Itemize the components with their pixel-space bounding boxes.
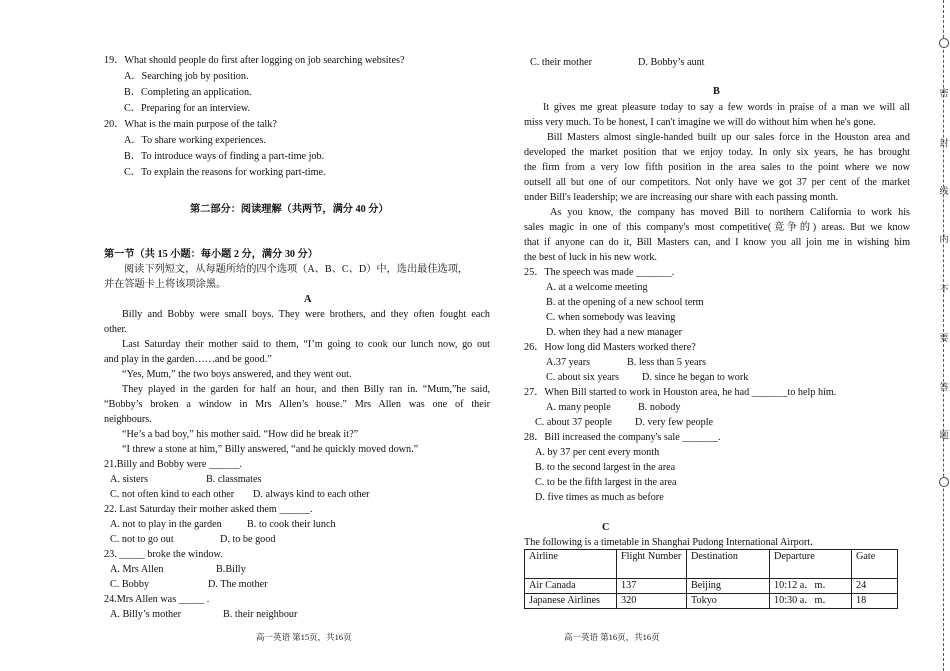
binding-margin bbox=[938, 0, 950, 671]
passage-b-line: the firm from a very low fifth position in the area sales to the point where we now bbox=[524, 162, 910, 173]
instruction-line-2: 并在答题卡上将该项涂黑。 bbox=[104, 279, 227, 290]
table-row bbox=[525, 579, 898, 594]
question-19: 19．What should people do first after logging on job searching websites? bbox=[104, 55, 405, 66]
question-26: 26．How long did Masters worked there? bbox=[524, 342, 696, 353]
option-23a: A. Mrs Allen bbox=[110, 564, 164, 575]
passage-b-line: As you know, the company has moved Bill to northern California to work his bbox=[550, 207, 910, 218]
option-24c: C. their mother bbox=[530, 57, 592, 68]
passage-a-line: “Bobby’s broken a window in Mrs Allen’s house.” Mrs Allen was one of their bbox=[104, 399, 490, 410]
passage-a-line: “I threw a stone at him,” Billy answered, “and he quickly moved down.” bbox=[122, 444, 419, 455]
option-26c: C. about six years bbox=[546, 372, 619, 383]
table-cell: Tokyo bbox=[687, 594, 770, 609]
passage-a-line: “He’s a bad boy,” his mother said. “How did he break it?” bbox=[122, 429, 359, 440]
option-26b: B. less than 5 years bbox=[627, 357, 706, 368]
option-22d: D. to be good bbox=[220, 534, 276, 545]
option-21c: C. not often kind to each other bbox=[110, 489, 235, 500]
passage-b-label: B bbox=[713, 86, 720, 97]
timetable bbox=[524, 549, 898, 609]
option-24b: B. their neighbour bbox=[223, 609, 298, 620]
option-20a: A．To share working experiences. bbox=[124, 135, 266, 146]
binding-char: 封 bbox=[939, 138, 949, 148]
option-28b: B. to the second largest in the area bbox=[535, 462, 676, 473]
question-28: 28．Bill increased the company's sale _______. bbox=[524, 432, 721, 443]
binding-char: 线 bbox=[939, 186, 949, 196]
table-header-cell: Departure bbox=[770, 550, 852, 579]
option-28d: D. five times as much as before bbox=[535, 492, 664, 503]
passage-b-line: outsell all but one of our competitors. Not only have we got 37 per cent of the market bbox=[524, 177, 910, 188]
table-cell: 18 bbox=[852, 594, 898, 609]
table-header-cell: Airline bbox=[525, 550, 617, 579]
passage-b-line: miss very much. To be honest, I can't imagine we will do without him when he's gone. bbox=[524, 117, 876, 128]
passage-a-line: other. bbox=[104, 324, 127, 335]
passage-a-line: They played in the garden for half an hour, and then Billy ran in. “Mum,”he said, bbox=[122, 384, 490, 395]
option-20b: B．To introduce ways of finding a part-time job. bbox=[124, 151, 325, 162]
table-cell: Beijing bbox=[687, 579, 770, 594]
passage-b-line: developed the market position that we enjoy today. In only six years, he has brought bbox=[524, 147, 910, 158]
passage-a-line: Last Saturday their mother said to them, “I’m going to cook our lunch now, go out bbox=[122, 339, 490, 350]
option-25c: C. when somebody was leaving bbox=[546, 312, 676, 323]
table-cell: 320 bbox=[617, 594, 687, 609]
option-19a: A．Searching job by position. bbox=[124, 71, 249, 82]
option-26d: D. since he began to work bbox=[642, 372, 749, 383]
option-28c: C. to be the fifth largest in the area bbox=[535, 477, 677, 488]
instruction-line-1: 阅读下列短文，从每题所给的四个选项（A、B、C、D）中，选出最佳选项， bbox=[124, 264, 469, 275]
passage-c-label: C bbox=[602, 522, 610, 533]
question-21: 21.Billy and Bobby were ______. bbox=[104, 459, 243, 470]
passage-a-line: Billy and Bobby were small boys. They were brothers, and they often fought each bbox=[122, 309, 490, 320]
table-cell: 10:30 a．m． bbox=[770, 594, 852, 609]
option-26a: A.37 years bbox=[546, 357, 591, 368]
table-header-cell: Destination bbox=[687, 550, 770, 579]
question-25: 25．The speech was made _______. bbox=[524, 267, 675, 278]
option-19c: C．Preparing for an interview. bbox=[124, 103, 251, 114]
option-24a: A. Billy’s mother bbox=[110, 609, 182, 620]
option-24d: D. Bobby’s aunt bbox=[638, 57, 705, 68]
binding-char: 内 bbox=[939, 234, 949, 244]
option-25d: D. when they had a new manager bbox=[546, 327, 683, 338]
option-23d: D. The mother bbox=[208, 579, 268, 590]
option-28a: A. by 37 per cent every month bbox=[535, 447, 660, 458]
table-header-row bbox=[525, 550, 898, 579]
question-27: 27．When Bill started to work in Houston area, he had _______to help him. bbox=[524, 387, 837, 398]
table-cell: Air Canada bbox=[525, 579, 617, 594]
table-header-cell: Gate bbox=[852, 550, 898, 579]
binding-hole-icon bbox=[939, 477, 949, 487]
binding-char: 不 bbox=[939, 284, 949, 294]
passage-b-line: that if anyone can do it, Bill Masters can, and I know you all join me in wishing him bbox=[524, 237, 910, 248]
table-cell: Japanese Airlines bbox=[525, 594, 617, 609]
binding-hole-icon bbox=[939, 38, 949, 48]
table-cell: 24 bbox=[852, 579, 898, 594]
option-21d: D. always kind to each other bbox=[253, 489, 370, 500]
binding-char: 要 bbox=[939, 333, 949, 343]
option-27a: A. many people bbox=[546, 402, 611, 413]
passage-b-line: under Bill's leadership; we are increasing our share with each passing month. bbox=[524, 192, 839, 203]
option-23c: C. Bobby bbox=[110, 579, 150, 590]
passage-a-line: and play in the garden……and be good.” bbox=[104, 354, 272, 365]
option-22c: C. not to go out bbox=[110, 534, 174, 545]
option-19b: B．Completing an application. bbox=[124, 87, 252, 98]
section-title: 第一节（共 15 小题：每小题 2 分，满分 30 分） bbox=[104, 249, 318, 260]
option-22b: B. to cook their lunch bbox=[247, 519, 336, 530]
part-title: 第二部分：阅读理解（共两节，满分 40 分） bbox=[190, 204, 389, 215]
passage-a-label: A bbox=[304, 294, 312, 305]
option-25a: A. at a welcome meeting bbox=[546, 282, 648, 293]
option-22a: A. not to play in the garden bbox=[110, 519, 222, 530]
table-row bbox=[525, 594, 898, 609]
binding-char: 答 bbox=[939, 382, 949, 392]
option-27c: C. about 37 people bbox=[535, 417, 612, 428]
table-cell: 10:12 a．m． bbox=[770, 579, 852, 594]
question-20: 20．What is the main purpose of the talk? bbox=[104, 119, 277, 130]
question-22: 22. Last Saturday their mother asked them ______. bbox=[104, 504, 313, 515]
table-header-cell: Flight Number bbox=[617, 550, 687, 579]
option-21a: A. sisters bbox=[110, 474, 148, 485]
option-23b: B.Billy bbox=[216, 564, 246, 575]
passage-b-line: sales magic in one of this company's most competitive(竞争的) areas. But we know bbox=[524, 222, 910, 233]
table-cell: 137 bbox=[617, 579, 687, 594]
binding-char: 题 bbox=[939, 430, 949, 440]
page-footer: 高一英语 第15页，共16页 bbox=[256, 632, 352, 642]
binding-char: 密 bbox=[939, 88, 949, 98]
question-23: 23. _____ broke the window. bbox=[104, 549, 223, 560]
timetable-caption: The following is a timetable in Shanghai Pudong International Airport． bbox=[524, 537, 821, 548]
passage-b-line: Bill Masters almost single-handed built up our sales force in the Houston area and bbox=[547, 132, 910, 143]
passage-b-line: It gives me great pleasure today to say a few words in praise of a man we will all bbox=[543, 102, 910, 113]
page-footer: 高一英语 第16页，共16页 bbox=[564, 632, 660, 642]
option-21b: B. classmates bbox=[206, 474, 262, 485]
option-27b: B. nobody bbox=[638, 402, 681, 413]
option-20c: C．To explain the reasons for working part-time. bbox=[124, 167, 326, 178]
option-27d: D. very few people bbox=[635, 417, 714, 428]
passage-a-line: neighbours. bbox=[104, 414, 152, 425]
option-25b: B. at the opening of a new school term bbox=[546, 297, 704, 308]
question-24: 24.Mrs Allen was _____ . bbox=[104, 594, 210, 605]
passage-a-line: “Yes, Mum,” the two boys answered, and they went out. bbox=[122, 369, 352, 380]
passage-b-line: the best of luck in his new work. bbox=[524, 252, 657, 263]
